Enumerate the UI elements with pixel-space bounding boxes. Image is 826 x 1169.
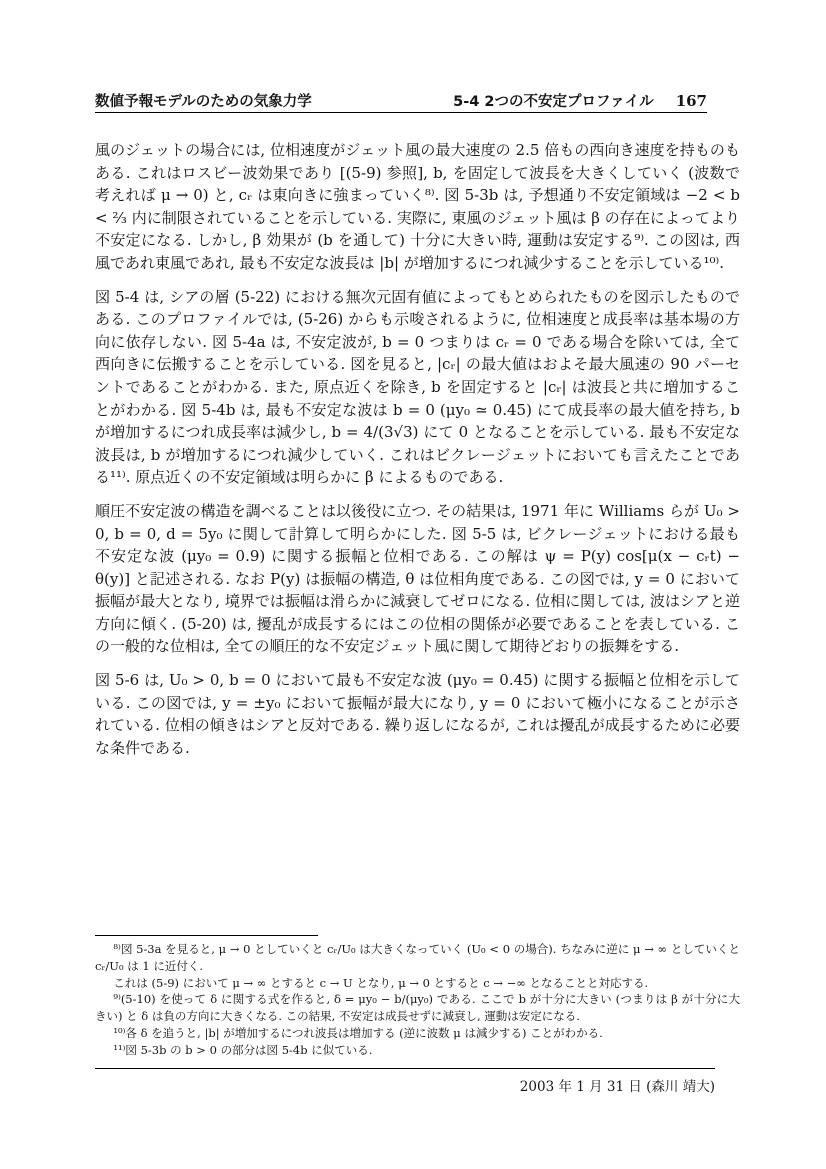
footnote: ⁸⁾図 5-3a を見ると, μ → 0 としていくと cᵣ/U₀ は大きくなっていく (U₀ < 0 の場合). ちなみに逆に μ → ∞ としていくと cᵣ/U₀ は 1 に近付く. — [95, 942, 740, 973]
body-paragraph: 風のジェットの場合には, 位相速度がジェット風の最大速度の 2.5 倍もの西向き速度を持ものもある. これはロスビー波効果であり [(5-9) 参照], b, を固定して波長を大きくしていく (波数で考えれば μ → 0) と, cᵣ は東向きに強まっていく⁸⁾. 図 5-3b は, 予想通り不安定領域は −2 < b < ²⁄₃ 内に制限されていることを示している. 実際に, 東風のジェット風は β の存在によってより不安定になる. しかし, β 効果が (b を通して) 十分に大きい時, 運動は安定する⁹⁾. この図は, 西風であれ東風であれ, 最も不安定な波長は |b| が増加するにつれ減少することを示している¹⁰⁾. — [95, 141, 740, 272]
body-paragraph: 順圧不安定波の構造を調べることは以後役に立つ. その結果は, 1971 年に Williams らが U₀ > 0, b = 0, d = 5y₀ に関して計算して明らかにした. 図 5-5 は, ビクレージェットにおける最も不安定な波 (μy₀ = 0.9) に関する振幅と位相である. この解は ψ = P(y) cos[μ(x − cᵣt) − θ(y)] と記述される. なお P(y) は振幅の構造, θ は位相角度である. この図では, y = 0 において振幅が最大となり, 境界では振幅は滑らかに減衰してゼロになる. 位相に関しては, 波はシアと逆方向に傾く. (5-20) は, 擾乱が成長するにはこの位相の関係が必要であることを表している. この一般的な位相は, 全ての順圧的な不安定ジェット風に関して期待どおりの振舞をする. — [95, 501, 740, 656]
page-footer — [95, 1075, 715, 1095]
footnote: ¹⁰⁾各 δ を追うと, |b| が増加するにつれ波長は増加する (逆に波数 μ は減少する) ことがわかる. — [113, 1025, 603, 1040]
header-rule — [95, 112, 707, 113]
footnote: これは (5-9) において μ → ∞ とすると c → U となり, μ → 0 とすると c → −∞ となることと対応する. — [113, 975, 649, 990]
header-right-group — [453, 90, 707, 111]
footer-date: 2003 年 1 月 31 日 (森川 靖大) — [519, 1078, 715, 1095]
page-bottom-block — [95, 935, 740, 1095]
body-text — [95, 139, 740, 770]
body-paragraph: 図 5-6 は, U₀ > 0, b = 0 において最も不安定な波 (μy₀ = 0.45) に関する振幅と位相を示している. この図では, y = ±y₀ において振幅が最大になり, y = 0 において極小になることが示されている. 位相の傾きはシアと反対である. 繰り返しになるが, これは擾乱が成長するために必要な条件である. — [95, 671, 740, 757]
footnotes — [95, 941, 740, 1059]
header-book-title: 数値予報モデルのための気象力学 — [95, 94, 312, 110]
footnote: ⁹⁾(5-10) を使って δ に関する式を作ると, δ = μy₀ − b/(μy₀) である. ここで b が十分に大きい (つまりは β が十分に大きい) と δ は負の方向に大きくなる. この結果, 不安定は成長せずに減衰し, 運動は安定になる. — [95, 992, 740, 1024]
page-number: 167 — [675, 92, 707, 110]
footer-rule — [95, 1068, 715, 1069]
body-paragraph: 図 5-4 は, シアの層 (5-22) における無次元固有値によってもとめられたものを図示したものである. このプロファイルでは, (5-26) からも示唆されるように, 位相速度と成長率は基本場の方向に依存しない. 図 5-4a は, 不安定波が, b = 0 つまりは cᵣ = 0 である場合を除いては, 全て西向きに伝搬することを示している. 図を見ると, |cᵣ| の最大値はおよそ最大風速の 90 パーセントであることがわかる. また, 原点近くを除き, b を固定すると |cᵣ| は波長と共に増加することがわかる. 図 5-4b は, 最も不安定な波は b = 0 (μy₀ ≃ 0.45) にて成長率の最大値を持ち, b が増加するにつれ成長率は減少し, b = 4/(3√3) にて 0 となることを示している. 最も不安定な波長は, b が増加するにつれ減少していく. これはビクレージェットにおいても言えたことである¹¹⁾. 原点近くの不安定領域は明らかに β によるものである. — [95, 287, 740, 487]
footnote: ¹¹⁾図 5-3b の b > 0 の部分は図 5-4b に似ている. — [113, 1042, 373, 1057]
running-header — [95, 90, 707, 111]
header-section-title: 5-4 2つの不安定プロファイル — [453, 94, 654, 110]
footnote-rule — [95, 935, 318, 936]
